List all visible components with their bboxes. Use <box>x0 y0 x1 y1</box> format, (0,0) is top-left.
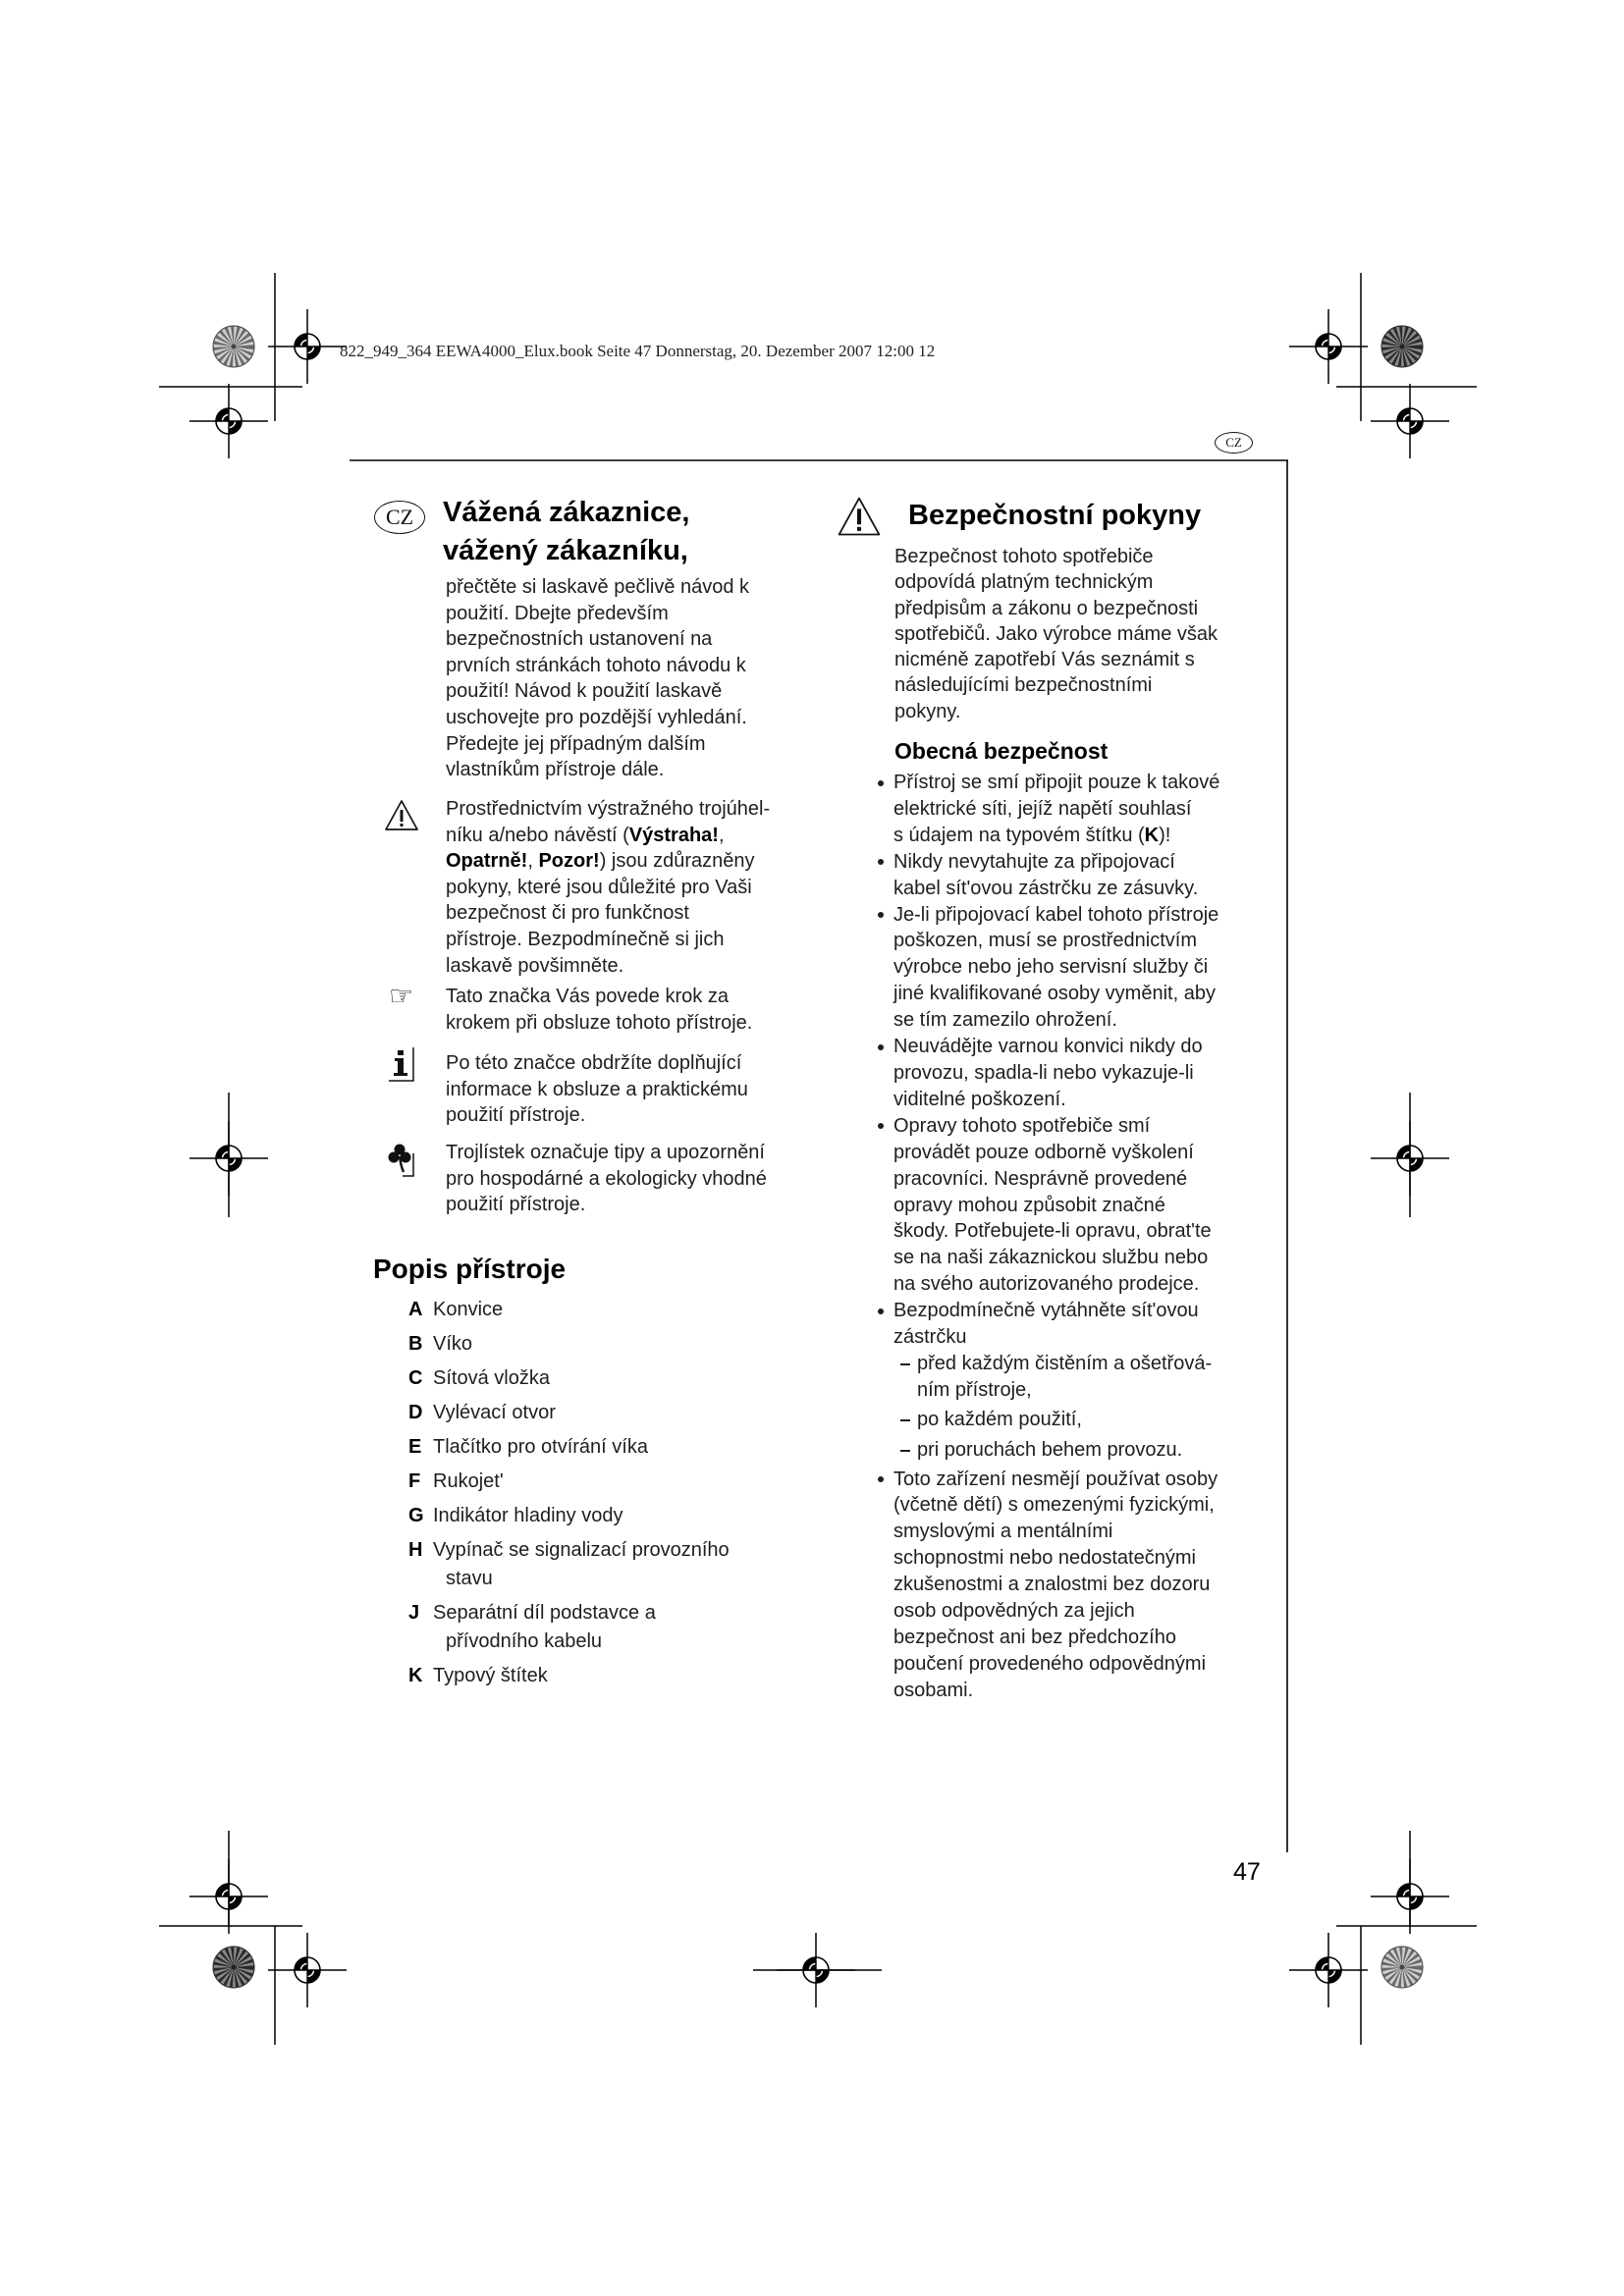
part-item <box>408 1399 730 1427</box>
text-segment: )! <box>1159 824 1171 846</box>
registration-crosshair-top-right <box>1289 309 1368 384</box>
registration-crosshair-left-upper <box>189 384 268 458</box>
welcome-title <box>443 494 689 570</box>
text-line: přívodního kabelu <box>446 1630 603 1652</box>
text-line: bezpečnostních ustanovení na <box>446 628 713 651</box>
text-line: stavu <box>446 1568 493 1589</box>
part-label <box>433 1296 730 1324</box>
text-line: Víko <box>433 1333 473 1355</box>
text-segment: , <box>527 850 539 873</box>
text-line: Tato značka Vás povede krok za <box>446 986 729 1007</box>
text-line: provozu, spadla-li nebo vykazuje-li <box>893 1061 1194 1084</box>
text-line: Separátní díl podstavce a <box>433 1602 656 1624</box>
part-key: F <box>408 1470 421 1492</box>
safety-bullet-list <box>893 770 1276 1704</box>
bullet-text <box>893 1113 1276 1298</box>
safety-bullet <box>893 1298 1276 1463</box>
text-line: bezpečnost či pro funkčnost <box>446 902 689 925</box>
bold-text: Výstraha! <box>628 824 719 846</box>
safety-bullet <box>893 849 1276 902</box>
text-line: uschovejte pro pozdější vyhledání. <box>446 706 747 728</box>
text-line: laskavě povšimněte. <box>446 954 624 977</box>
info-icon <box>385 1044 418 1089</box>
clover-icon <box>385 1140 418 1184</box>
step-note-text <box>446 984 752 1036</box>
part-item <box>408 1502 730 1530</box>
text-line: použití. Dbejte především <box>446 602 669 624</box>
part-key: A <box>408 1299 423 1320</box>
part-label <box>433 1662 730 1690</box>
text-line: předpisům a zákonu o bezpečnosti <box>894 597 1199 619</box>
part-item <box>408 1330 730 1359</box>
part-label <box>433 1502 730 1530</box>
safety-bullet <box>893 1467 1276 1704</box>
bold-text: Opatrně! <box>446 850 528 873</box>
text-line: nicméně zapotřebí Vás seznámit s <box>894 649 1195 671</box>
text-line: ním přístroje, <box>917 1378 1032 1401</box>
text-segment: níku a/nebo návěstí ( <box>446 824 629 846</box>
part-label <box>433 1536 730 1593</box>
text-line: Vypínač se signalizací provozního <box>433 1539 730 1561</box>
text-line: se na naši zákaznickou službu nebo <box>893 1247 1209 1269</box>
text-line: opravy mohou způsobit značné <box>893 1194 1165 1216</box>
text-line: krokem při obsluze tohoto přístroje. <box>446 1011 753 1034</box>
registration-crosshair-bottom-left <box>268 1933 347 2007</box>
bullet-text <box>893 770 1276 849</box>
language-badge-top: CZ <box>1215 432 1253 454</box>
text-line: Neuvádějte varnou konvici nikdy do <box>893 1036 1203 1058</box>
sub-item-text <box>917 1437 1276 1464</box>
text-line: zástrčku <box>893 1326 967 1349</box>
text-line: Předejte jej případným dalším <box>446 732 706 755</box>
bold-text: Pozor! <box>538 850 600 873</box>
text-line <box>893 823 1276 849</box>
text-line: použití přístroje. <box>446 1194 586 1216</box>
bold-text: K <box>1144 824 1160 846</box>
text-line: Toto zařízení nesmějí používat osoby <box>893 1468 1218 1490</box>
text-line: Rukojet' <box>433 1470 504 1492</box>
text-line: pri poruchách behem provozu. <box>917 1438 1183 1461</box>
part-label <box>433 1599 730 1656</box>
text-line: Trojlístek označuje tipy a upozornění <box>446 1142 765 1163</box>
parts-list <box>408 1296 730 1696</box>
safety-bullet <box>893 1034 1276 1113</box>
safety-bullet <box>893 902 1276 1035</box>
text-line: Nikdy nevytahujte za připojovací <box>893 850 1175 873</box>
welcome-title-line-1: Vážená zákaznice, <box>443 497 690 528</box>
text-segment: , <box>718 824 725 846</box>
bullet-text <box>893 902 1276 1035</box>
text-line: schopnostmi nebo nedostatečnými <box>893 1547 1196 1570</box>
text-line: na svého autorizovaného prodejce. <box>893 1273 1200 1296</box>
text-line: zkušenostmi a znalostmi bez dozoru <box>893 1574 1211 1596</box>
safety-intro-paragraph <box>894 544 1218 724</box>
bullet-text <box>893 1034 1276 1113</box>
part-label <box>433 1468 730 1496</box>
text-line: Sítová vložka <box>433 1367 550 1389</box>
safety-bullet <box>893 770 1276 849</box>
text-line: přístroje. Bezpodmínečně si jich <box>446 928 725 950</box>
safety-sub-item <box>893 1351 1276 1404</box>
registration-sunburst-top-left <box>213 326 254 367</box>
part-item <box>408 1296 730 1324</box>
text-line: spotřebičů. Jako výrobce máme však <box>894 622 1218 645</box>
safety-warning-triangle-icon <box>836 496 883 542</box>
warning-triangle-icon <box>384 799 419 836</box>
general-safety-subtitle: Obecná bezpečnost <box>894 738 1109 764</box>
registration-sunburst-bottom-right <box>1381 1947 1423 1988</box>
text-line: Bezpečnost tohoto spotřebiče <box>894 546 1154 567</box>
text-line: osobami. <box>893 1679 974 1701</box>
text-line <box>446 848 770 875</box>
text-line: škody. Potřebujete-li opravu, obrat'te <box>893 1220 1212 1243</box>
text-line: vlastníkům přístroje dále. <box>446 759 665 781</box>
text-line: informace k obsluze a praktickému <box>446 1078 748 1100</box>
page-number: 47 <box>1233 1858 1261 1886</box>
print-file-info: 822_949_364 EEWA4000_Elux.book Seite 47 Donnerstag, 20. Dezember 2007 12:00 12 <box>340 342 936 360</box>
part-key: E <box>408 1436 422 1458</box>
text-line: Indikátor hladiny vody <box>433 1505 623 1526</box>
safety-sub-item <box>893 1437 1276 1464</box>
text-line: Typový štítek <box>433 1665 548 1686</box>
text-line: Tlačítko pro otvírání víka <box>433 1436 648 1458</box>
text-line: výrobce nebo jeho servisní služby či <box>893 956 1209 979</box>
text-line: Přístroj se smí připojit pouze k takové <box>893 772 1220 793</box>
bullet-text <box>893 1298 1276 1351</box>
text-line: provádět pouze odborně vyškolení <box>893 1141 1194 1163</box>
language-badge-cz: CZ <box>374 501 425 534</box>
text-line: před každým čistěním a ošetřová- <box>917 1352 1213 1374</box>
part-item <box>408 1433 730 1462</box>
text-line <box>446 823 770 849</box>
text-line: Prostřednictvím výstražného trojúhel- <box>446 798 771 820</box>
pointing-hand-icon: ☞ <box>389 980 414 1012</box>
text-line: se tím zamezilo ohrožení. <box>893 1009 1117 1032</box>
registration-sunburst-top-right <box>1381 326 1423 367</box>
part-label <box>433 1433 730 1462</box>
part-item <box>408 1536 730 1593</box>
welcome-title-line-2: vážený zákazníku, <box>443 535 688 566</box>
text-line: pokyny. <box>894 700 961 722</box>
part-key: G <box>408 1505 424 1526</box>
text-line: Konvice <box>433 1299 504 1320</box>
text-line: Bezpodmínečně vytáhněte sít'ovou <box>893 1300 1199 1322</box>
sub-item-text <box>917 1351 1276 1404</box>
registration-sunburst-bottom-left <box>213 1947 254 1988</box>
part-key: D <box>408 1402 423 1423</box>
text-line: poškozen, musí se prostřednictvím <box>893 930 1198 952</box>
part-label <box>433 1364 730 1393</box>
text-line: jiné kvalifikované osoby vyměnit, aby <box>893 983 1216 1005</box>
welcome-paragraph <box>446 574 749 783</box>
text-line: prvních stránkách tohoto návodu k <box>446 654 746 676</box>
safety-sub-item <box>893 1407 1276 1433</box>
text-line: použití přístroje. <box>446 1104 586 1127</box>
text-segment: ) jsou zdůrazněny <box>599 850 755 873</box>
text-line: Vylévací otvor <box>433 1402 556 1423</box>
part-item <box>408 1364 730 1393</box>
text-line: následujícími bezpečnostními <box>894 674 1153 697</box>
part-label <box>433 1330 730 1359</box>
bullet-text <box>893 849 1276 902</box>
text-line: pro hospodárné a ekologicky vhodné <box>446 1167 767 1190</box>
part-key: B <box>408 1333 423 1355</box>
safety-bullet <box>893 1113 1276 1298</box>
part-key: K <box>408 1665 423 1686</box>
text-line: viditelné poškození. <box>893 1088 1066 1110</box>
part-item <box>408 1662 730 1690</box>
part-item <box>408 1468 730 1496</box>
part-key: H <box>408 1539 423 1561</box>
text-line: osob odpovědných za jejich <box>893 1600 1135 1623</box>
text-line: přečtěte si laskavě pečlivě návod k <box>446 576 750 598</box>
text-line: použití! Návod k použití laskavě <box>446 680 723 703</box>
registration-crosshair-right-upper <box>1371 384 1449 458</box>
registration-crosshair-top-left <box>268 309 347 384</box>
text-line: bezpečnost ani bez předchozího <box>893 1627 1176 1648</box>
info-note-text <box>446 1050 748 1129</box>
warning-note-text <box>446 796 770 979</box>
text-line: kabel sít'ovou zástrčku ze zásuvky. <box>893 877 1199 899</box>
text-line: poučení provedeného odpovědnými <box>893 1652 1207 1675</box>
text-line: po každém použití, <box>917 1408 1082 1430</box>
text-line: smyslovými a mentálními <box>893 1521 1113 1543</box>
bullet-text <box>893 1467 1276 1704</box>
text-line: odpovídá platným technickým <box>894 571 1154 594</box>
sub-item-text <box>917 1407 1276 1433</box>
description-heading: Popis přístroje <box>373 1254 567 1284</box>
registration-crosshair-bottom-right <box>1289 1933 1368 2007</box>
eco-tip-note-text <box>446 1140 767 1218</box>
safety-title: Bezpečnostní pokyny <box>908 500 1202 531</box>
text-line: Opravy tohoto spotřebiče smí <box>893 1114 1151 1137</box>
part-label <box>433 1399 730 1427</box>
part-key: C <box>408 1367 423 1389</box>
part-key: J <box>408 1602 420 1624</box>
part-item <box>408 1599 730 1656</box>
text-line: Po této značce obdržíte doplňující <box>446 1052 742 1074</box>
text-segment: s údajem na typovém štítku ( <box>893 824 1145 846</box>
text-line: elektrické síti, jejíž napětí souhlasí <box>893 797 1192 820</box>
text-line: Je-li připojovací kabel tohoto přístroje <box>893 903 1219 926</box>
text-line: pracovníci. Nesprávně provedené <box>893 1167 1188 1190</box>
text-line: pokyny, které jsou důležité pro Vaši <box>446 876 752 898</box>
text-line: (včetně dětí) s omezenými fyzickými, <box>893 1494 1215 1517</box>
